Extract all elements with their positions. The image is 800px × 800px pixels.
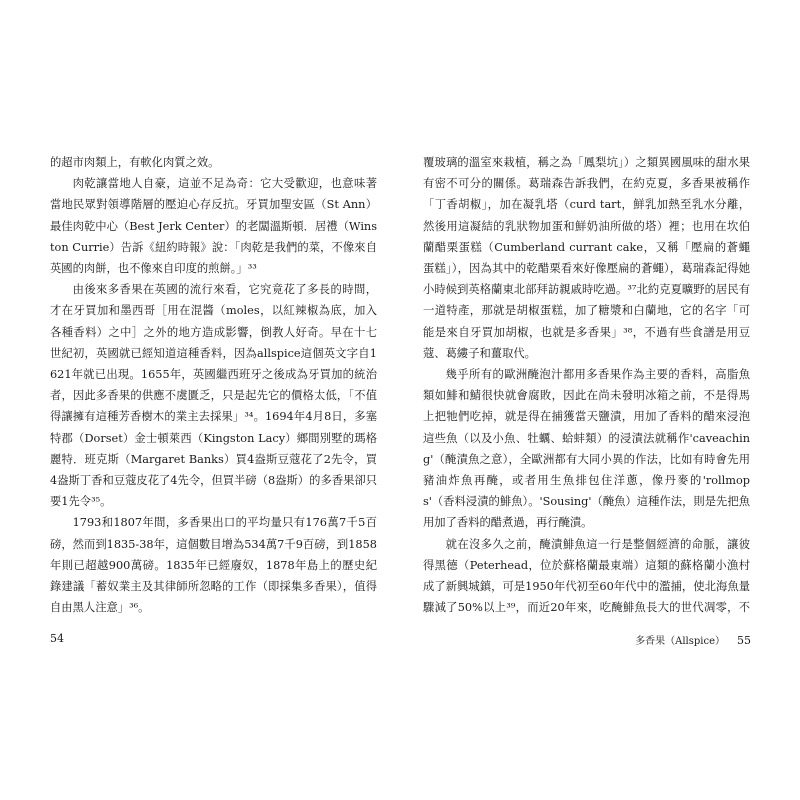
right-footer (601, 632, 751, 647)
paragraph: 幾乎所有的歐洲醃泡汁都用多香果作為主要的香料，高脂魚類如鯡和鯖很快就會腐敗，因此在尚未發明冰箱之前，不是得馬上把牠們吃掉，就是得在捕獲當天鹽漬，用加了香料的醋來浸泡這些魚（以及小魚、牡蠣、蛤蚌類）的浸漬法就稱作'caveaching'（醃漬魚之意），全歐洲都有大同小異的作法，比如有時會先用豬油炸魚再醃，或者用生魚排包住洋蔥，像丹麥的'rollmops'（香料浸漬的鯡魚）。'Sousing'（醃魚）這種作法，則是先把魚用加了香料的醋煮過，再行醃漬。 (423, 368, 750, 530)
right-page (423, 152, 750, 622)
paragraph: 覆玻璃的溫室來栽植，稱之為「鳳梨坑」）之類異國風味的甜水果有密不可分的關係。葛瑞森告訴我們，在約克夏，多香果被稱作「丁香胡椒」，加在凝乳塔（curd tart，鮮乳加熱至乳水分離，然後用這凝結的乳狀物加蛋和鮮奶油所做的塔）裡；也用在坎伯蘭醋栗蛋糕（Cumberland currant cake，又稱「壓扁的蒼蠅蛋糕」），因為其中的乾醋栗看來好像壓扁的蒼蠅），葛瑞森記得她小時候到英格蘭東北部拜訪親戚時吃過。³⁷北約克夏曠野的居民有一道特產，那就是胡椒蛋糕，加了糖漿和白蘭地，它的名字「可能是來自牙買加胡椒，也就是多香果」³⁸，不過有些食譜是用豆蔻、葛縷子和薑取代。 (423, 156, 750, 360)
running-head: 多香果（Allspice） (635, 636, 725, 647)
left-page-body (50, 152, 377, 622)
page-number-left: 54 (50, 632, 64, 645)
paragraph: 的超市肉類上，有軟化肉質之效。 (50, 156, 220, 169)
paragraph: 就在沒多久之前，醃漬鯡魚這一行是整個經濟的命脈，讓彼得黑德（Peterhead，位於蘇格蘭最東端）這類的蘇格蘭小漁村成了新興城鎮，可是1950年代初至60年代中的濫捕，使北海魚量驟減了50%以上³⁹，而近20年來，吃醃鯡魚長大的世代凋零，不 (423, 537, 750, 615)
right-page-body (423, 152, 750, 622)
paragraph: 肉乾讓當地人自豪，這並不足為奇：它大受歡迎，也意味著當地民眾對領導階層的壓迫心存反抗。牙買加聖安區（St Ann）最佳肉乾中心（Best Jerk Center）的老闆溫斯頓．居禮（Winston Currie）告訴《紐約時報》說：「肉乾是我們的菜，不像來自英國的肉餅，也不像來自印度的煎餅。」³³ (50, 177, 377, 276)
paragraph (50, 618, 377, 622)
paragraph: 由後來多香果在英國的流行來看，它究竟花了多長的時間，才在牙買加和墨西哥［用在混醬（moles，以紅辣椒為底，加入各種香料）之中］之外的地方造成影響，倒教人好奇。早在十七世紀初，英國就已經知道這種香料，因為allspice這個英文字自1621年就已出現。1655年，英國繼西班牙之後成為牙買加的統治者，因此多香果的供應不虞匱乏，只是起先它的價格太低，「不值得讓擁有這種芳香樹木的業主去採果」³⁴。1694年4月8日，多塞特郡（Dorset）金士頓萊西（Kingston Lacy）鄉間別墅的瑪格麗特．班克斯（Margaret Banks）買4盎斯豆蔻花了2先令，買4盎斯丁香和豆蔻皮花了4先令，但買半磅（8盎斯）的多香果卻只要1先令³⁵。 (50, 283, 377, 509)
left-page (50, 152, 377, 622)
page-number-right: 55 (737, 634, 751, 647)
paragraph: 1793和1807年間，多香果出口的平均量只有176萬7千5百磅，然而到1835-38年，這個數目增為534萬7千9百磅，到1858年則已超越900萬磅。1835年已經廢奴，1878年島上的歷史紀錄建議「蓄奴業主及其律師所忽略的工作（即採集多香果），值得自由黑人注意」³⁶。 (50, 516, 377, 615)
